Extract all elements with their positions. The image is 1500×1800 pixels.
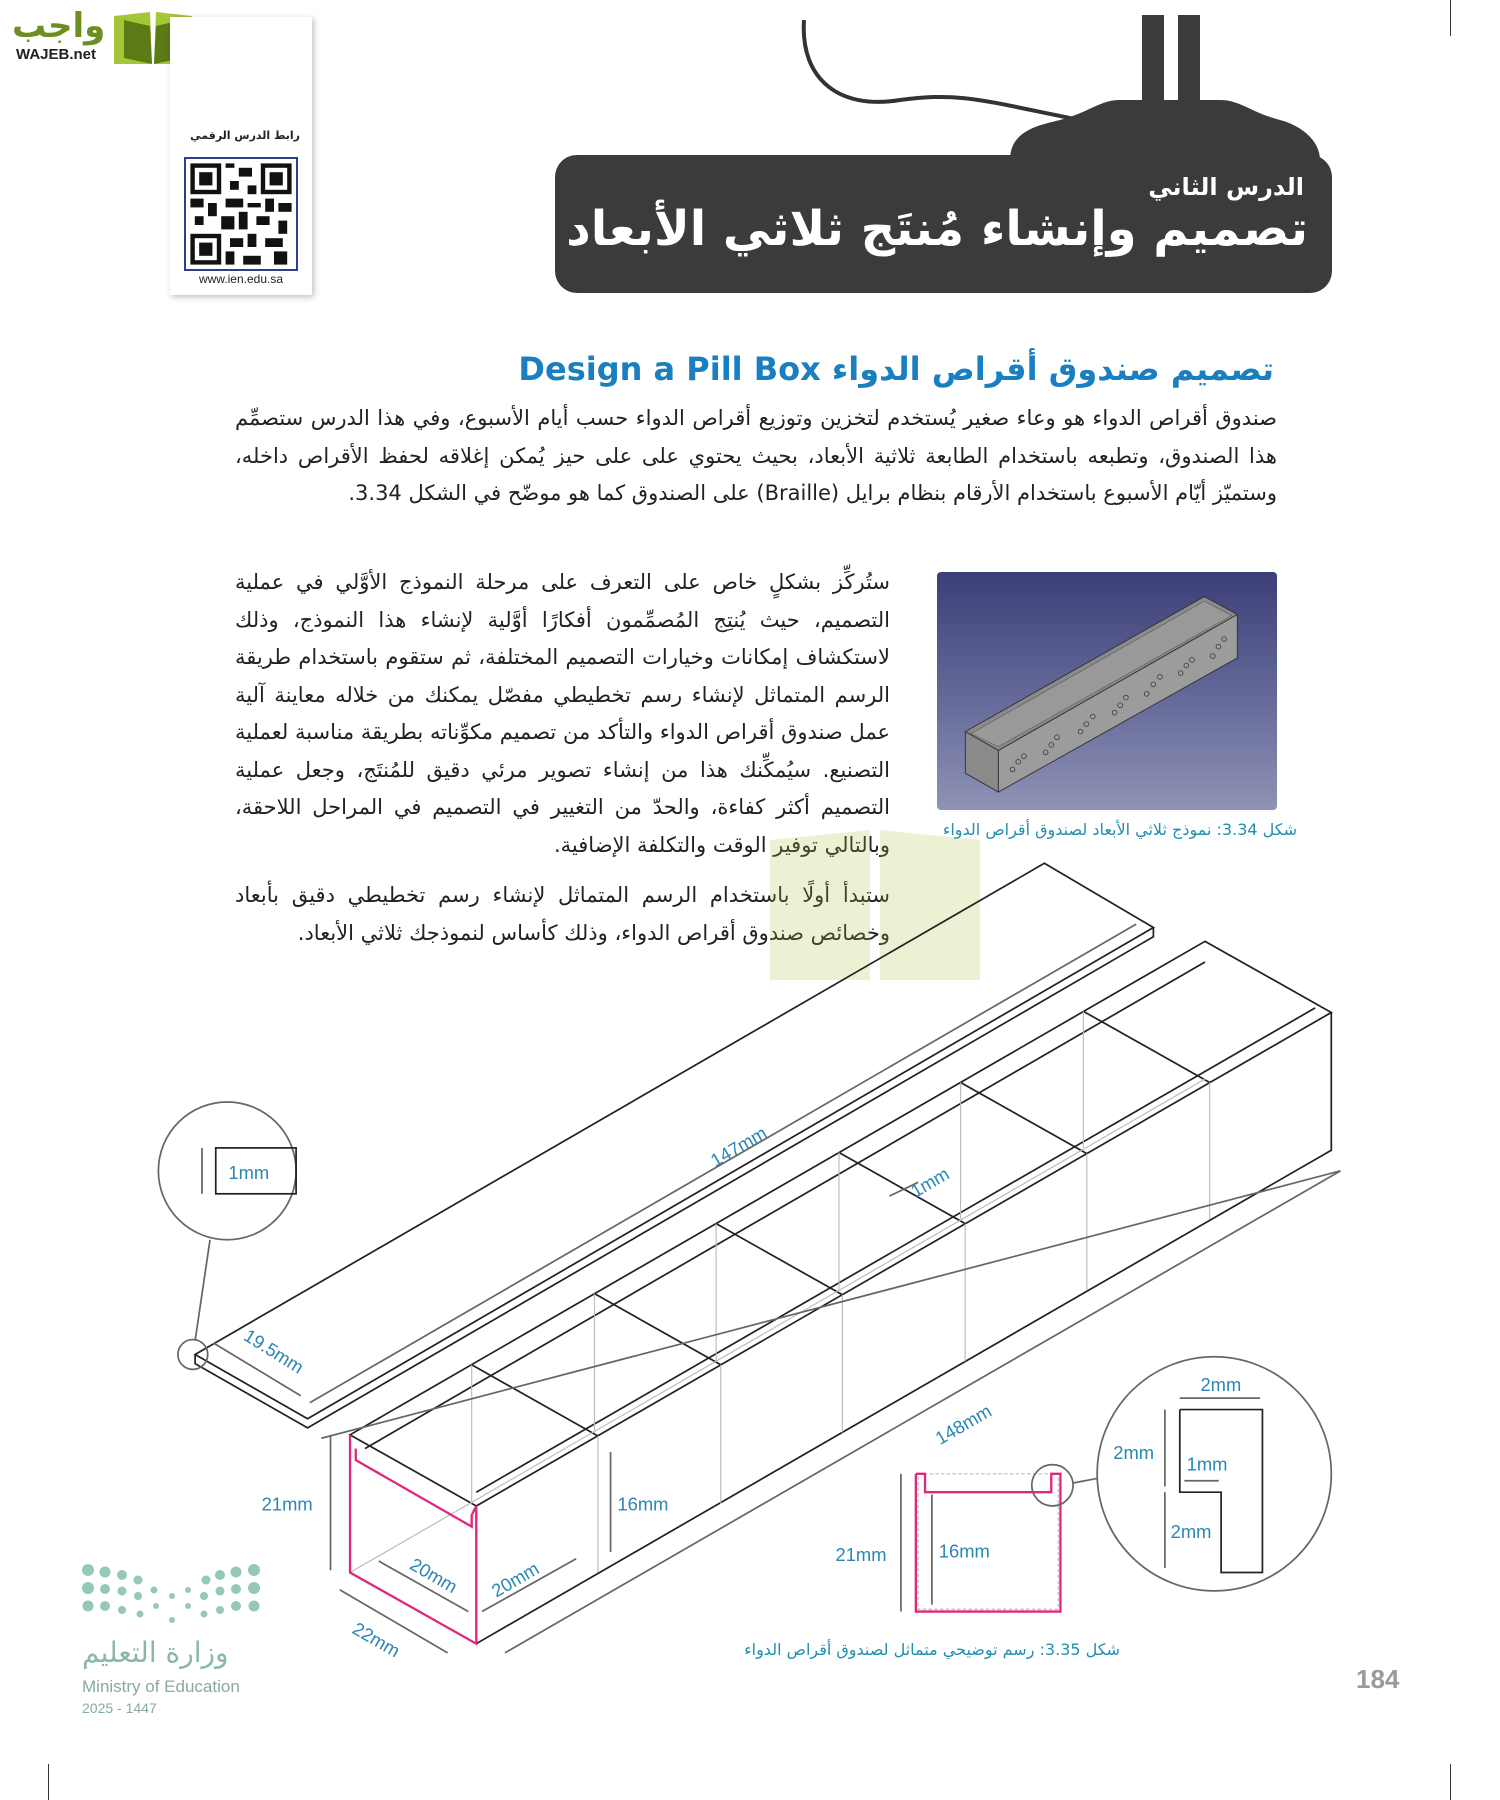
cross-section-highlight: [350, 1435, 1060, 1644]
qr-url[interactable]: www.ien.edu.sa: [198, 272, 284, 286]
dim-section-height: 21mm: [835, 1544, 887, 1566]
dim-box-height: 21mm: [261, 1493, 313, 1515]
dim-cell-b: 20mm: [487, 1557, 543, 1602]
wajeb-logo-arabic: واجب: [12, 6, 106, 46]
dim-section-inner: 16mm: [938, 1540, 990, 1562]
dim-detail-gap: 1mm: [1186, 1453, 1228, 1475]
dividers: [472, 1011, 1210, 1436]
dim-box-width: 22mm: [349, 1617, 404, 1662]
lid-edge: [195, 928, 1153, 1428]
dim-detail-bottom: 2mm: [1170, 1521, 1212, 1543]
dim-lid-width: 19.5mm: [240, 1324, 308, 1378]
dim-detail-top: 2mm: [1200, 1374, 1242, 1396]
page-number: 184: [1356, 1664, 1400, 1694]
dim-divider: 1mm: [906, 1162, 953, 1202]
dim-lid-length: 147mm: [706, 1122, 771, 1171]
dim-detail-left: 2mm: [1113, 1441, 1155, 1463]
isometric-paragraph: ستبدأ أولًا باستخدام الرسم المتماثل لإنشاء رسم تخطيطي دقيق بأبعاد وخصائص صندوق أقراص الدواء، وذلك كأساس لنموذجك ثلاثي الأبعاد.: [235, 883, 890, 945]
ministry-name-english: Ministry of Education: [82, 1677, 240, 1696]
wajeb-logo-english: WAJEB.net: [16, 46, 97, 63]
qr-label: رابط الدرس الرقمي: [190, 129, 300, 142]
lesson-title: تصميم وإنشاء مُنتَج ثلاثي الأبعاد: [566, 201, 1308, 257]
lesson-number: الدرس الثاني: [1148, 173, 1304, 201]
figure-3-35-caption: شكل 3.35: رسم توضيحي متماثل لصندوق أقراص الدواء: [744, 1640, 1120, 1659]
ministry-name-arabic: وزارة التعليم: [82, 1636, 229, 1669]
prototype-paragraph: ستُركِّز بشكلٍ خاص على التعرف على مرحلة النموذج الأوَّلي في عملية التصميم، حيث يُنتِج المُصمِّمون أفكارًا أوَّلية لإنشاء هذا النموذج، وذلك لاستكشاف إمكانات وخيارات التصميم المختلفة، ثم ستقوم باستخدام طريقة الرسم المتماثل لإنشاء رسم تخطيطي مفصّل يمكنك من خلاله معاينة آلية عمل صندوق أقراص الدواء والتأكد من تصميم مكوِّناته بطريقة مناسبة لعملية التصنيع. سيُمكِّنك هذا من إنشاء تصوير مرئي دقيق للمُنتَج، وجعل عملية التصميم أكثر كفاءة، والحدّ من التغيير في التصميم في المراحل اللاحقة، وبالتالي توفير الوقت والتكلفة الإضافية.: [235, 570, 890, 857]
dim-cell-a: 20mm: [406, 1553, 462, 1598]
box-top: [350, 941, 1331, 1506]
section-title: تصميم صندوق أقراص الدواء Design a Pill Box: [518, 350, 1274, 388]
figure-3-34-caption: شكل 3.34: نموذج ثلاثي الأبعاد لصندوق أقراص الدواء: [942, 820, 1297, 839]
ministry-logo: [80, 1560, 280, 1730]
dim-inner-height: 16mm: [617, 1493, 669, 1515]
intro-paragraph: صندوق أقراص الدواء هو وعاء صغير يُستخدم لتخزين وتوزيع أقراص الدواء حسب أيام الأسبوع، وفي هذا الدرس ستصمِّم هذا الصندوق، وتطبعه باستخدام الطابعة ثلاثية الأبعاد، بحيث يحتوي على على حيز يُمكن إغلاقه لحفظ الأقراص داخله، وستميّز أيّام الأسبوع باستخدام الأرقام بنظام برايل (Braille) على الصندوق كما هو موضّح في الشكل 3.34.: [235, 406, 1277, 505]
edition-year: 2025 - 1447: [82, 1700, 157, 1716]
dim-lid-thickness: 1mm: [228, 1161, 270, 1183]
ministry-dots-icon: [80, 1560, 270, 1630]
dim-box-length: 148mm: [931, 1399, 995, 1449]
